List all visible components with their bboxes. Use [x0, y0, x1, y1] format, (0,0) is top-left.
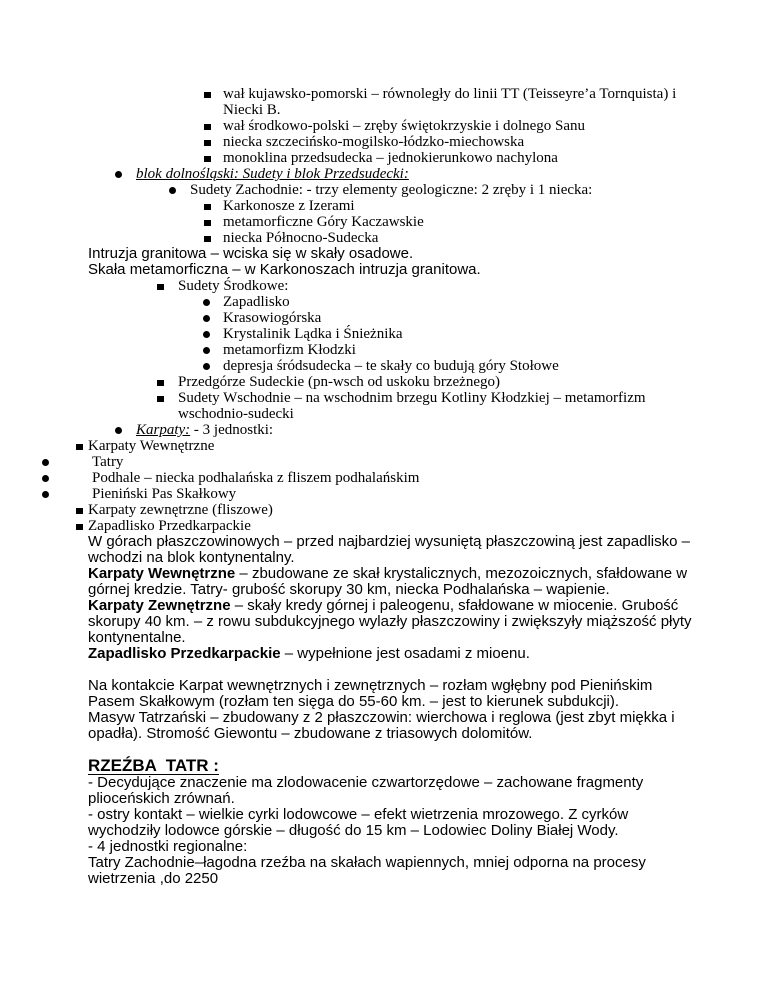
list-item	[223, 134, 705, 150]
list-item	[136, 422, 700, 438]
list-item	[88, 518, 702, 534]
list-item	[223, 358, 703, 374]
list-item	[88, 502, 702, 518]
text-run: niecka szczecińsko-mogilsko-łódzko-miechowska	[223, 134, 525, 150]
text-run: - 4 jednostki regionalne:	[88, 838, 248, 855]
list-item	[190, 182, 702, 198]
text-run: RZEŹBA TATR :	[88, 756, 219, 775]
list-item	[223, 294, 703, 310]
text-run: - Decydujące znaczenie ma zlodowacenie czwartorzędowe – zachowane fragmenty plioceńskich zrównań.	[88, 774, 644, 807]
round-bullet-icon	[115, 427, 122, 434]
text-run: - ostry kontakt – wielkie cyrki lodowcowe – efekt wietrzenia mrozowego. Z cyrków wychodziły lodowce górskie – długość do 15 km – Lodowiec Doliny Białej Wody.	[88, 806, 629, 839]
round-bullet-icon	[203, 299, 210, 306]
text-run: depresja śródsudecka – te skały co budują góry Stołowe	[223, 358, 559, 374]
list-item	[223, 326, 703, 342]
list-item	[178, 278, 710, 294]
square-bullet-icon	[204, 124, 211, 131]
text-run: monoklina przedsudecka – jednokierunkowo nachylona	[223, 150, 558, 166]
list-item	[88, 438, 702, 454]
paragraph	[88, 710, 700, 742]
paragraph	[88, 807, 700, 839]
text-run: Zapadlisko	[223, 294, 290, 310]
paragraph	[88, 262, 700, 278]
text-run: – wypełnione jest osadami z mioenu.	[280, 645, 530, 662]
text-run: Na kontakcie Karpat wewnętrznych i zewnętrznych – rozłam wgłębny pod Pienińskim Pasem Skałkowym (rozłam ten sięga do 55-60 km. – jest to kierunek subdukcji).	[88, 677, 653, 710]
square-bullet-icon	[76, 444, 83, 451]
list-item	[223, 86, 705, 118]
text-run: Tatry	[92, 454, 124, 470]
paragraph	[88, 646, 700, 662]
text-run: - 3 jednostki:	[190, 422, 274, 438]
square-bullet-icon	[204, 156, 211, 163]
blank-line	[0, 662, 760, 678]
square-bullet-icon	[204, 92, 211, 99]
text-run: Karpaty zewnętrzne (fliszowe)	[88, 502, 273, 518]
text-run: Intruzja granitowa – wciska się w skały osadowe.	[88, 245, 414, 262]
round-bullet-icon	[203, 363, 210, 370]
text-run: Karpaty Wewnętrzne	[88, 565, 236, 582]
text-run: Sudety Wschodnie – na wschodnim brzegu Kotliny Kłodzkiej – metamorfizm wschodnio-sudecki	[178, 390, 646, 422]
list-item	[136, 166, 700, 182]
text-run: – zbudowane ze skał krystalicznych, mezozoicznych, sfałdowane w górnej kredzie. Tatry- grubość skorupy 30 km, niecka Podhalańska – wapienie.	[88, 565, 688, 598]
square-bullet-icon	[76, 524, 83, 531]
list-item	[178, 374, 710, 390]
paragraph	[88, 534, 700, 566]
text-run: W górach płaszczowinowych – przed najbardziej wysuniętą płaszczowiną jest zapadlisko – wchodzi na blok kontynentalny.	[88, 533, 690, 566]
text-run: Przedgórze Sudeckie (pn-wsch od uskoku brzeżnego)	[178, 374, 500, 390]
text-run: Skała metamorficzna – w Karkonoszach intruzja granitowa.	[88, 261, 481, 278]
section-heading	[88, 757, 760, 775]
paragraph	[88, 566, 700, 598]
text-run: Podhale – niecka podhalańska z fliszem podhalańskim	[92, 470, 420, 486]
text-run: Sudety Zachodnie: - trzy elementy geologiczne: 2 zręby i 1 niecka:	[190, 182, 593, 198]
square-bullet-icon	[76, 508, 83, 515]
list-item	[223, 230, 705, 246]
text-run: metamorficzne Góry Kaczawskie	[223, 214, 424, 230]
round-bullet-icon	[42, 491, 49, 498]
text-run: Karkonosze z Izerami	[223, 198, 355, 214]
list-item	[223, 214, 705, 230]
text-run: Zapadlisko Przedkarpackie	[88, 518, 251, 534]
paragraph	[88, 246, 700, 262]
paragraph	[88, 678, 700, 710]
square-bullet-icon	[157, 380, 164, 387]
text-run: Masyw Tatrzański – zbudowany z 2 płaszczowin: wierchowa i reglowa (jest zbyt miękka i opadła). Stromość Giewontu – zbudowane z triasowych dolomitów.	[88, 709, 675, 742]
text-run: Krystalinik Lądka i Śnieżnika	[223, 326, 403, 342]
list-item	[92, 486, 702, 502]
paragraph	[88, 855, 700, 887]
square-bullet-icon	[204, 204, 211, 211]
text-run: niecka Północno-Sudecka	[223, 230, 379, 246]
text-run: Zapadlisko Przedkarpackie	[88, 645, 281, 662]
square-bullet-icon	[204, 220, 211, 227]
text-run: metamorfizm Kłodzki	[223, 342, 356, 358]
list-item	[178, 390, 710, 422]
square-bullet-icon	[157, 284, 164, 291]
text-run: Karpaty:	[136, 422, 191, 438]
round-bullet-icon	[115, 171, 122, 178]
paragraph	[88, 775, 700, 807]
paragraph	[88, 839, 700, 855]
square-bullet-icon	[204, 236, 211, 243]
round-bullet-icon	[169, 187, 176, 194]
text-run: Karpaty Wewnętrzne	[88, 438, 215, 454]
text-run: Sudety Środkowe:	[178, 278, 289, 294]
text-run: wał kujawsko-pomorski – równoległy do linii TT (Teisseyre’a Tornquista) i Niecki B.	[223, 86, 677, 118]
list-item	[223, 150, 705, 166]
list-item	[92, 454, 702, 470]
text-run: Pieniński Pas Skałkowy	[92, 486, 237, 502]
text-run: wał środkowo-polski – zręby świętokrzyskie i dolnego Sanu	[223, 118, 586, 134]
round-bullet-icon	[42, 459, 49, 466]
round-bullet-icon	[203, 315, 210, 322]
text-run: blok dolnośląski: Sudety i blok Przedsudecki:	[136, 166, 409, 182]
round-bullet-icon	[42, 475, 49, 482]
round-bullet-icon	[203, 347, 210, 354]
text-run: Krasowiogórska	[223, 310, 322, 326]
text-run: Tatry Zachodnie–łagodna rzeźba na skałach wapiennych, mniej odporna na procesy wietrzenia ,do 2250	[88, 854, 646, 887]
list-item	[223, 198, 705, 214]
text-run: – skały kredy górnej i paleogenu, sfałdowane w miocenie. Grubość skorupy 40 km. – z rowu subdukcyjnego wylazły płaszczowiny i zwiększyły miąższość płyty kontynentalne.	[88, 597, 692, 646]
list-item	[223, 342, 703, 358]
text-run: Karpaty Zewnętrzne	[88, 597, 231, 614]
list-item	[92, 470, 702, 486]
paragraph	[88, 598, 700, 646]
list-item	[223, 118, 705, 134]
round-bullet-icon	[203, 331, 210, 338]
list-item	[223, 310, 703, 326]
square-bullet-icon	[157, 396, 164, 403]
square-bullet-icon	[204, 140, 211, 147]
